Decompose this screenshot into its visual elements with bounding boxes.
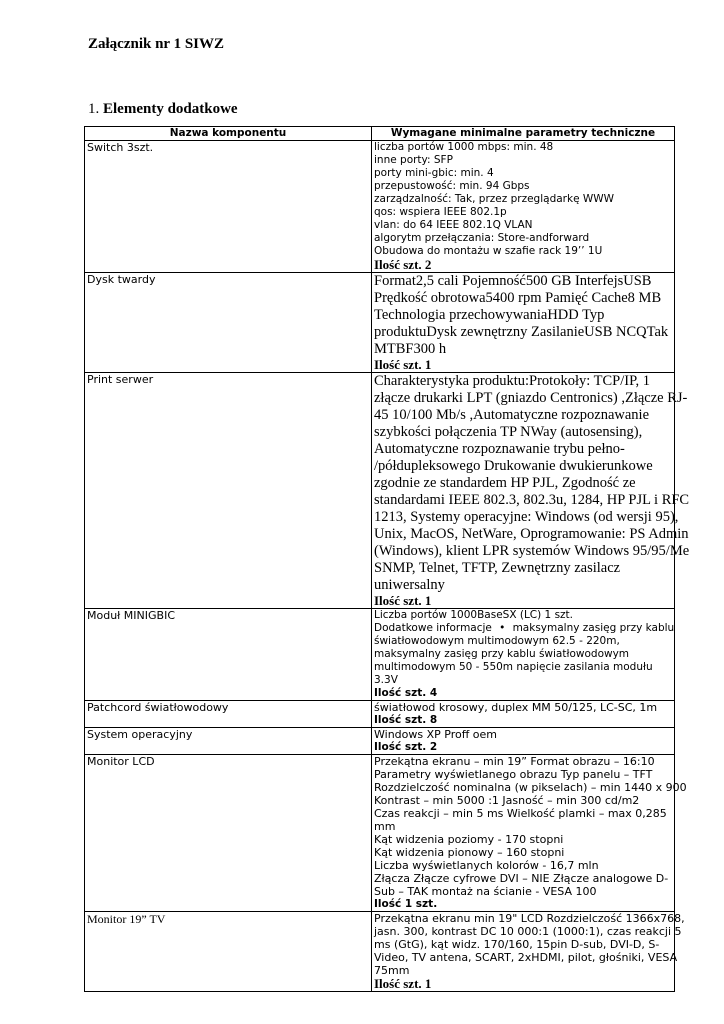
param-line: produktuDysk zewnętrzny ZasilanieUSB NCQTak [374, 324, 669, 340]
param-line: Liczba wyświetlanych kolorów - 16,7 mln [374, 859, 599, 872]
param-line: uniwersalny [374, 577, 445, 593]
table-row [85, 701, 675, 728]
param-line-text: Dodatkowe informacje [374, 622, 492, 634]
param-line: mm [374, 820, 396, 833]
quantity-label: Ilość szt. 2 [374, 257, 432, 272]
param-line: MTBF300 h [374, 341, 447, 357]
param-line: qos: wspiera IEEE 802.1p [374, 206, 507, 218]
param-line: (Windows), klient LPR systemów Windows 95/95/Me [374, 543, 690, 559]
quantity-label: Ilość szt. 1 [374, 593, 432, 608]
column-header-component: Nazwa komponentu [85, 127, 372, 141]
component-params [372, 728, 675, 755]
param-line: złącze drukarki LPT (gniazdo Centronics) ,Złącze RJ- [374, 390, 688, 406]
param-line: 75mm [374, 964, 410, 977]
quantity-label: Ilość 1 szt. [374, 898, 438, 910]
param-line: Liczba portów 1000BaseSX (LC) 1 szt. [374, 609, 574, 621]
param-line: Charakterystyka produktu:Protokoły: TCP/IP, 1 [374, 373, 651, 389]
component-params [372, 755, 687, 912]
bullet-icon: • [499, 622, 506, 634]
param-line: vlan: do 64 IEEE 802.1Q VLAN [374, 219, 533, 231]
param-line: Złącza Złącze cyfrowe DVI – NIE Złącze analogowe D- [374, 872, 669, 885]
component-params [372, 141, 675, 273]
param-line: 1213, Systemy operacyjne: Windows (od wersji 95), [374, 509, 679, 525]
param-line [374, 622, 675, 635]
table-row [85, 755, 675, 912]
param-line: Format2,5 cali Pojemność500 GB InterfejsUSB [374, 273, 652, 289]
param-line: SNMP, Telnet, TFTP, Zewnętrzny zasilacz [374, 560, 621, 576]
param-line: Przekątna ekranu – min 19” Format obrazu – 16:10 [374, 755, 655, 768]
param-line: zarządzalność: Tak, przez przeglądarkę WWW [374, 193, 615, 205]
param-line: liczba portów 1000 mbps: min. 48 [374, 141, 554, 153]
section-number: 1. [88, 101, 100, 117]
param-line: Kontrast – min 5000 :1 Jasność – min 300 cd/m2 [374, 794, 640, 807]
param-line: ms (GtG), kąt widz. 170/160, 15pin D-sub, DVI-D, S- [374, 938, 660, 951]
param-line: światłowodowym multimodowym 62.5 - 220m, [374, 635, 620, 647]
param-line-text: maksymalny zasięg przy kablu [512, 622, 675, 634]
param-line: Czas reakcji – min 5 ms Wielkość plamki – max 0,285 [374, 807, 667, 820]
table-row [85, 912, 675, 992]
table-header-row [85, 127, 675, 141]
component-params [372, 273, 675, 373]
param-line: porty mini-gbic: min. 4 [374, 167, 494, 179]
component-params [372, 609, 675, 701]
param-line: szybkości połączenia TP NWay (autosensing), [374, 424, 643, 440]
quantity-label: Ilość szt. 2 [374, 741, 438, 753]
component-name: System operacyjny [85, 728, 372, 755]
param-line: /półdupleksowego Drukowanie dwukierunkowe [374, 458, 653, 474]
quantity-label: Ilość szt. 1 [374, 357, 432, 372]
param-line: Automatyczne rozpoznawanie trybu pełno- [374, 441, 625, 457]
component-name: Print serwer [85, 373, 372, 609]
param-line: Kąt widzenia pionowy – 160 stopni [374, 846, 565, 859]
param-line: inne porty: SFP [374, 154, 453, 166]
param-line: przepustowość: min. 94 Gbps [374, 180, 530, 192]
table-row [85, 141, 675, 273]
section-heading [88, 101, 238, 118]
quantity-label: Ilość szt. 4 [374, 687, 438, 699]
component-name: Monitor LCD [85, 755, 372, 912]
param-line: Unix, MacOS, NetWare, Oprogramowanie: PS Admin [374, 526, 689, 542]
column-header-parameters: Wymagane minimalne parametry techniczne [372, 127, 675, 141]
component-name: Switch 3szt. [85, 141, 372, 273]
param-line: Parametry wyświetlanego obrazu Typ panelu – TFT [374, 768, 653, 781]
param-line: światłowod krosowy, duplex MM 50/125, LC-SC, 1m [374, 701, 658, 714]
param-line: Sub – TAK montaż na ścianie - VESA 100 [374, 885, 597, 898]
param-line: Prędkość obrotowa5400 rpm Pamięć Cache8 MB [374, 290, 662, 306]
table-row [85, 609, 675, 701]
table-row [85, 728, 675, 755]
section-title: Elementy dodatkowe [103, 101, 238, 117]
table-row [85, 273, 675, 373]
component-name: Monitor 19” TV [85, 912, 372, 992]
component-params [372, 701, 675, 728]
page-title: Załącznik nr 1 SIWZ [88, 36, 225, 52]
param-line: Technologia przechowywaniaHDD Typ [374, 307, 605, 323]
param-line: multimodowym 50 - 550m napięcie zasilania modułu [374, 661, 653, 673]
component-name: Patchcord światłowodowy [85, 701, 372, 728]
param-line: Video, TV antena, SCART, 2xHDMI, pilot, głośniki, VESA [374, 951, 678, 964]
param-line: algorytm przełączania: Store-andforward [374, 232, 590, 244]
param-line: Kąt widzenia poziomy - 170 stopni [374, 833, 564, 846]
quantity-label: Ilość szt. 1 [374, 976, 432, 991]
param-line: Rozdzielczość nominalna (w pikselach) – min 1440 x 900 [374, 781, 687, 794]
param-line: Windows XP Proff oem [374, 728, 498, 741]
param-line: maksymalny zasięg przy kablu światłowodowym [374, 648, 630, 660]
table-row [85, 373, 675, 609]
component-name: Moduł MINIGBIC [85, 609, 372, 701]
param-line: zgodnie ze standardem HP PJL, Zgodność ze [374, 475, 636, 491]
param-line: Przekątna ekranu min 19" LCD Rozdzielczość 1366x768, [374, 912, 685, 925]
param-line: standardami IEEE 802.3, 802.3u, 1284, HP PJL i RFC [374, 492, 690, 508]
component-params [372, 373, 690, 609]
param-line: 3.3V [374, 674, 398, 686]
components-table [84, 126, 690, 992]
param-line: 45 10/100 Mb/s ,Automatyczne rozpoznawanie [374, 407, 650, 423]
quantity-label: Ilość szt. 8 [374, 714, 438, 726]
param-line: jasn. 300, kontrast DC 10 000:1 (1000:1), czas reakcji 5 [374, 925, 682, 938]
component-params [372, 912, 685, 992]
component-name: Dysk twardy [85, 273, 372, 373]
param-line: Obudowa do montażu w szafie rack 19’’ 1U [374, 245, 603, 257]
